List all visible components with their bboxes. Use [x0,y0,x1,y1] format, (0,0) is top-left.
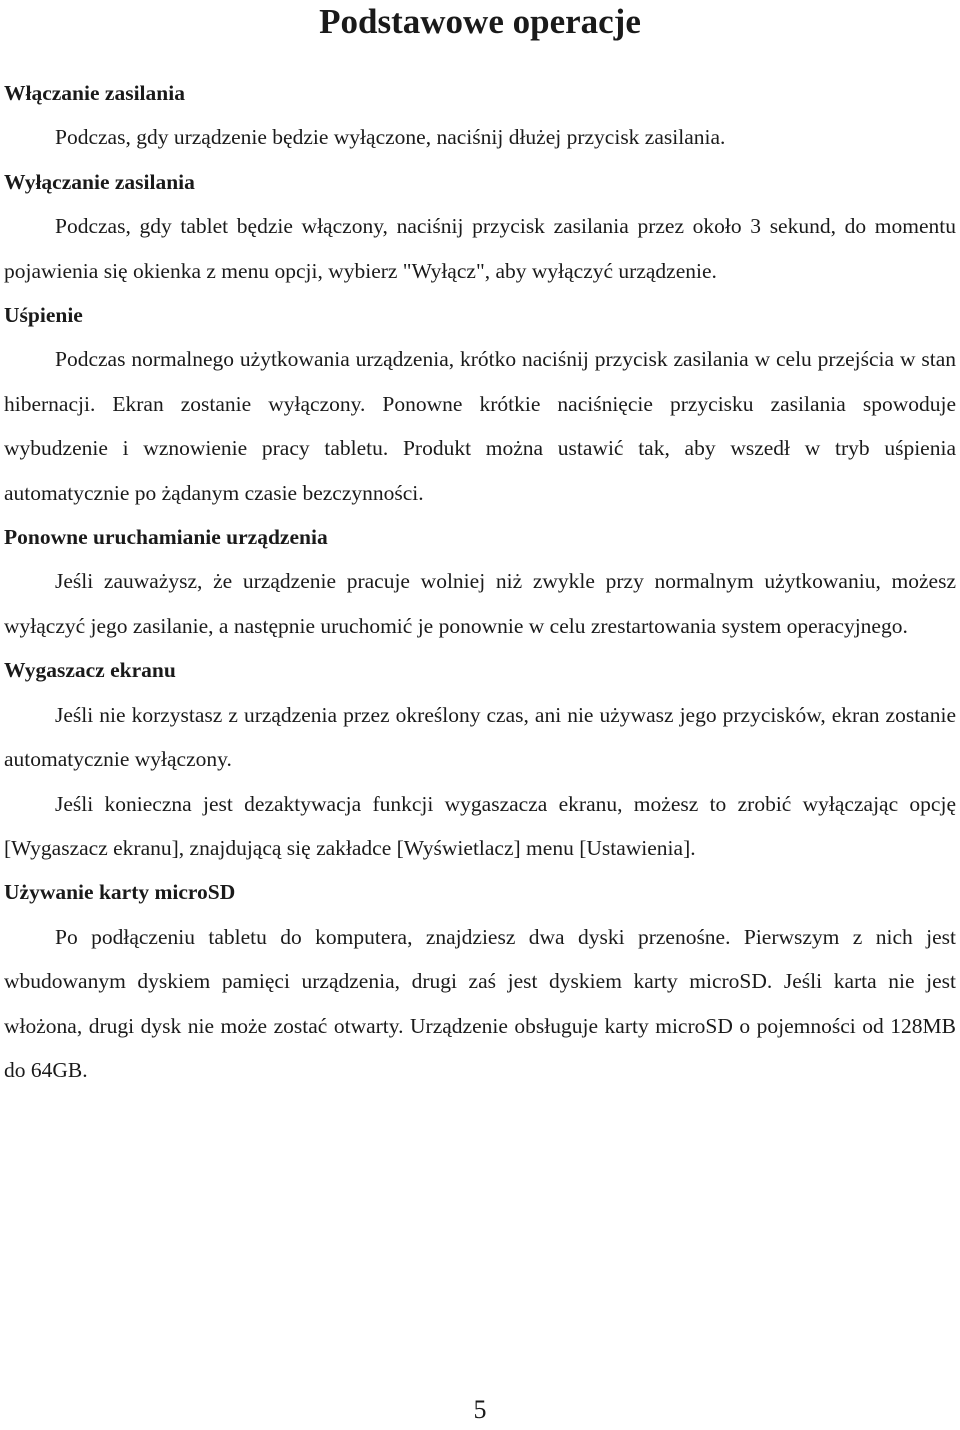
section-paragraph: Podczas, gdy tablet będzie włączony, naciśnij przycisk zasilania przez około 3 sekund, do momentu pojawienia się okienka z menu opcji, wybierz "Wyłącz", aby wyłączyć urządzenie. [4,214,956,283]
section-paragraph: Podczas, gdy urządzenie będzie wyłączone, naciśnij dłużej przycisk zasilania. [55,125,726,150]
section-power-off [4,160,956,293]
section-paragraph: Podczas normalnego użytkowania urządzenia, krótko naciśnij przycisk zasilania w celu przejścia w stan hibernacji. Ekran zostanie wyłączony. Ponowne krótkie naciśnięcie przycisku zasilania spowoduje wybudzenie i wznowienie pracy tabletu. Produkt można ustawić tak, aby wszedł w tryb uśpienia automatycznie po żądanym czasie bezczynności. [4,347,956,505]
section-heading: Włączanie zasilania [4,81,185,105]
section-heading: Używanie karty microSD [4,880,236,905]
page-number: 5 [473,1395,487,1424]
section-power-on [4,71,956,160]
section-sleep [4,293,956,515]
section-heading: Uśpienie [4,303,83,328]
section-microsd [4,870,956,1092]
section-heading: Ponowne uruchamianie urządzenia [4,525,328,550]
section-paragraph: Jeśli zauważysz, że urządzenie pracuje wolniej niż zwykle przy normalnym użytkowaniu, możesz wyłączyć jego zasilanie, a następnie uruchomić je ponownie w celu zrestartowania system operacyjnego. [4,569,956,638]
section-paragraph: Jeśli konieczna jest dezaktywacja funkcji wygaszacza ekranu, możesz to zrobić wyłączając opcję [Wygaszacz ekranu], znajdującą się zakładce [Wyświetlacz] menu [Ustawienia]. [4,791,956,860]
section-heading: Wygaszacz ekranu [4,658,176,683]
page-title: Podstawowe operacje [319,2,641,41]
section-paragraph: Po podłączeniu tabletu do komputera, znajdziesz dwa dyski przenośne. Pierwszym z nich jest wbudowanym dyskiem pamięci urządzenia, drugi zaś jest dyskiem karty microSD. Jeśli karta nie jest włożona, drugi dysk nie może zostać otwarty. Urządzenie obsługuje karty microSD o pojemności od 128MB do 64GB. [4,924,956,1082]
section-screensaver [4,648,956,870]
section-restart [4,515,956,648]
document-body [4,71,956,1092]
section-paragraph: Jeśli nie korzystasz z urządzenia przez określony czas, ani nie używasz jego przycisków, ekran zostanie automatycznie wyłączony. [4,702,956,772]
section-heading: Wyłączanie zasilania [4,169,195,194]
